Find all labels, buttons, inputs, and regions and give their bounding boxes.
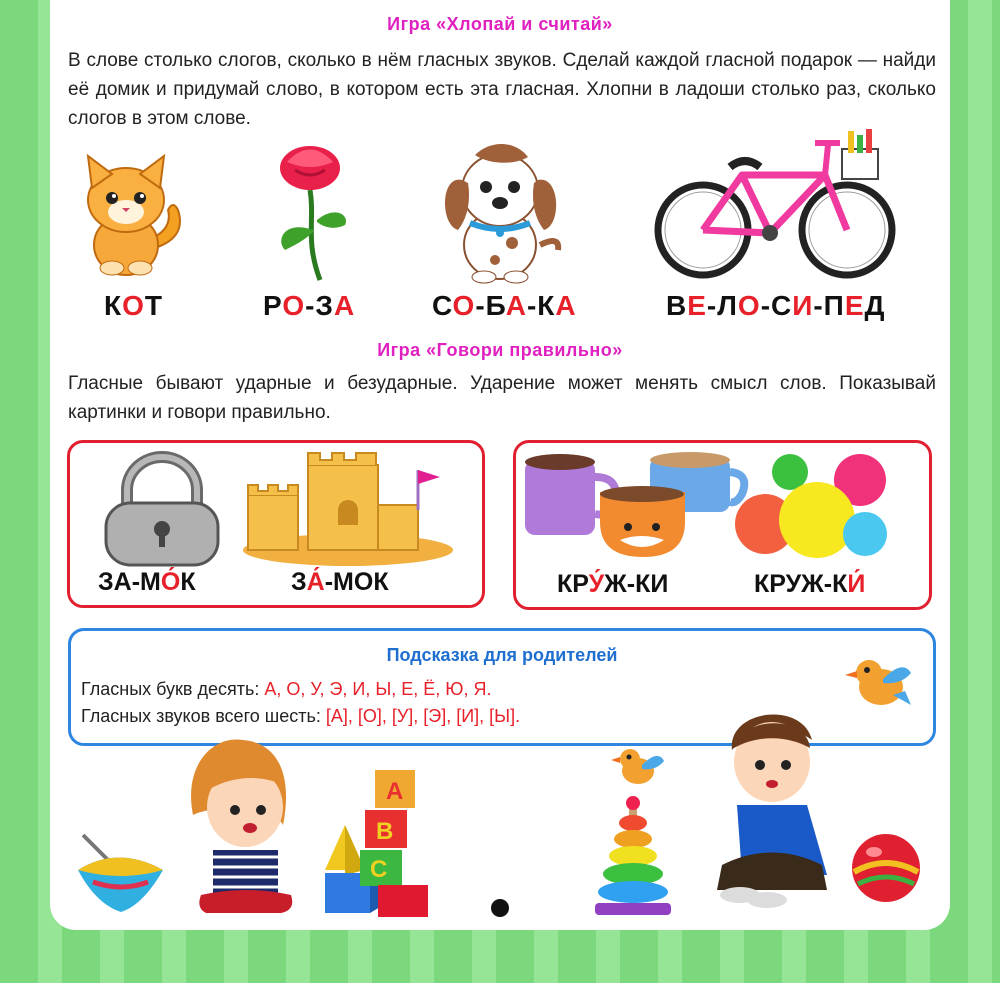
mugs-illustration [520, 452, 745, 562]
rose-illustration [265, 140, 355, 285]
bicycle-illustration [650, 125, 900, 280]
consonant-letter: КРУЖ-К [754, 570, 848, 598]
consonant-letter: Р [263, 290, 283, 321]
hint-letters-values: А, О, У, Э, И, Ы, Е, Ё, Ю, Я. [264, 679, 492, 699]
consonant-letter: -С [760, 290, 793, 321]
sandcastle-illustration [238, 450, 458, 565]
hint-sounds-values: [А], [О], [У], [Э], [И], [Ы]. [325, 706, 521, 726]
vowel-letter: Е [687, 290, 707, 321]
vowel-letter: О [282, 290, 306, 321]
toy-blocks-illustration [320, 765, 435, 920]
vowel-letter: А [555, 290, 577, 321]
game1-title: Игра «Хлопай и считай» [387, 14, 613, 34]
word-roza [263, 290, 355, 322]
word-zamok-castle [291, 568, 389, 597]
vowel-letter: О [737, 290, 761, 321]
vowel-letter: О [452, 290, 476, 321]
consonant-letter: КР [557, 570, 589, 598]
girl-illustration [183, 735, 303, 915]
consonant-letter: К [180, 568, 196, 596]
vowel-letter: И́ [847, 570, 866, 598]
consonant-letter: С [432, 290, 453, 321]
word-velosiped [666, 290, 885, 322]
vowel-letter: А́ [306, 568, 325, 596]
consonant-letter: К [104, 290, 123, 321]
vowel-letter: У́ [588, 570, 605, 598]
balls-illustration [735, 452, 890, 562]
consonant-letter: В [666, 290, 688, 321]
game2-title: Игра «Говори правильно» [377, 340, 623, 360]
block-letter-a: А [386, 778, 404, 805]
word-kot [104, 290, 163, 322]
word-kruzhki-mugs [557, 570, 668, 599]
hint-line-sounds [81, 706, 520, 727]
vowel-letter: Е [844, 290, 865, 321]
consonant-letter: Ж-КИ [604, 570, 669, 598]
dog-illustration [440, 135, 565, 285]
vowel-letter: И [792, 290, 814, 321]
consonant-letter: -Б [475, 290, 506, 321]
boy-illustration [712, 700, 837, 910]
block-letter-v: В [376, 818, 394, 845]
word-sobaka [432, 290, 577, 322]
vowel-letter: О́ [160, 568, 181, 596]
consonant-letter: -П [813, 290, 845, 321]
spinning-top-illustration [73, 830, 168, 915]
vowel-letter: А [505, 290, 527, 321]
consonant-letter: З [291, 568, 307, 596]
hint-title: Подсказка для родителей [386, 645, 618, 665]
consonant-letter: -К [526, 290, 556, 321]
consonant-letter: ЗА-М [98, 568, 161, 596]
cat-illustration [78, 150, 188, 280]
block-letter-s: С [370, 856, 388, 883]
game2-text: Гласные бывают ударные и безударные. Ударение может менять смысл слов. Показывай картинки и говори правильно. [68, 373, 936, 423]
consonant-letter: -МОК [324, 568, 389, 596]
bird-illustration [843, 655, 913, 710]
red-ball-illustration [850, 832, 922, 904]
consonant-letter: Т [144, 290, 163, 321]
consonant-letter: -Л [706, 290, 738, 321]
small-bird-illustration [610, 745, 665, 790]
vowel-letter: А [333, 290, 356, 321]
vowel-letter: О [122, 290, 145, 321]
hint-sounds-label: Гласных звуков всего шесть: [81, 706, 321, 726]
consonant-letter: -З [305, 290, 334, 321]
game1-text: В слове столько слогов, сколько в нём гласных звуков. Сделай каждой гласной подарок — найди её домик и придумай слово, в котором есть эта гласная. Хлопни в ладоши столько раз, сколько слогов в этом слове. [68, 50, 936, 129]
padlock-illustration [102, 455, 222, 570]
hint-letters-label: Гласных букв десять: [81, 679, 260, 699]
word-kruzhki-circles [754, 570, 865, 599]
consonant-letter: Д [864, 290, 886, 321]
hint-line-letters [81, 679, 491, 700]
word-zamok-lock [98, 568, 196, 597]
page-dot [491, 899, 509, 917]
ring-pyramid-illustration [593, 795, 673, 920]
